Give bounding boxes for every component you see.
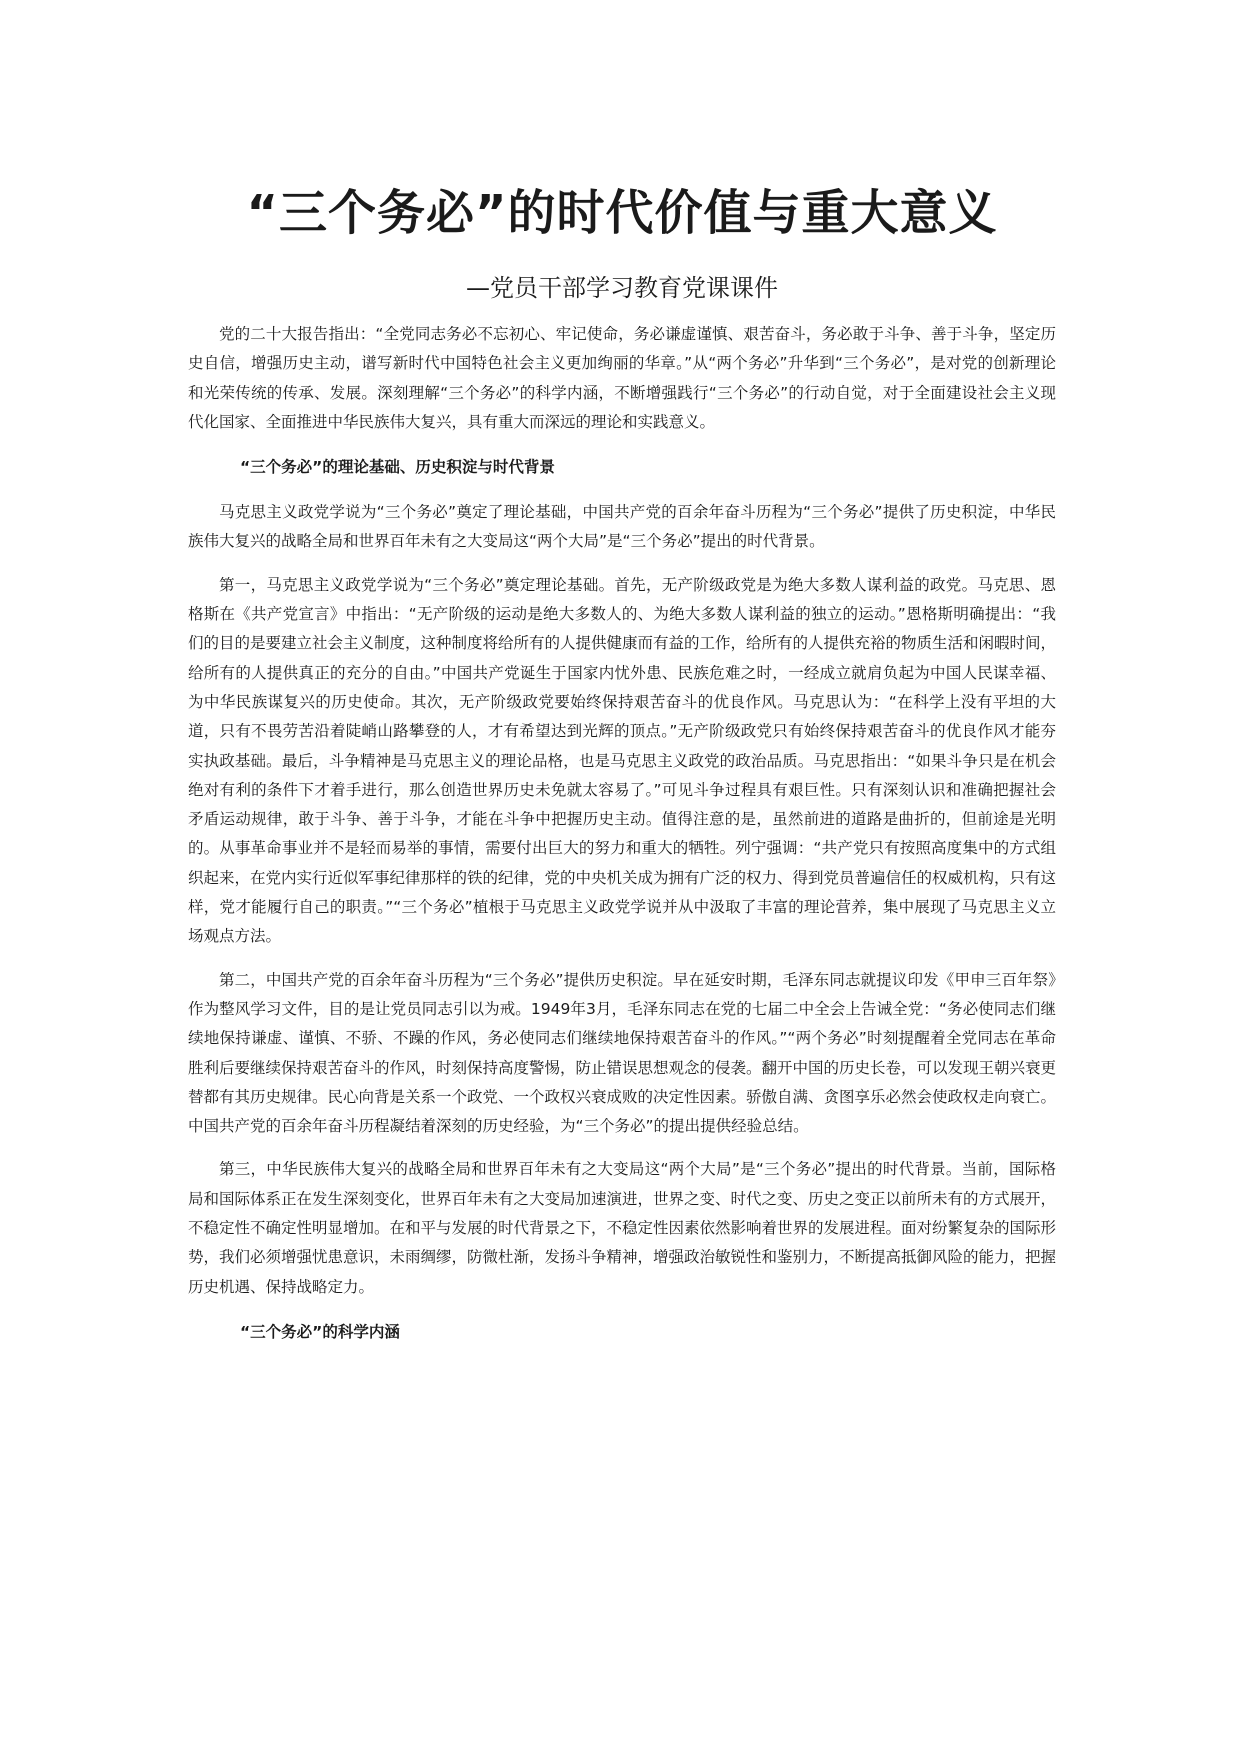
section-heading-connotation: “三个务必”的科学内涵 bbox=[240, 1322, 400, 1341]
document-page bbox=[188, 176, 1056, 1363]
section-heading-foundation: “三个务必”的理论基础、历史积淀与时代背景 bbox=[240, 458, 555, 477]
document-subtitle: —党员干部学习教育党课课件 bbox=[466, 274, 778, 302]
section1-paragraph-second: 第二，中国共产党的百余年奋斗历程为“三个务必”提供历史积淀。早在延安时期，毛泽东同志就提议印发《甲申三百年祭》作为整风学习文件，目的是让党员同志引以为戒。1949年3月，毛泽东同志在党的七届二中全会上告诫全党：“务必使同志们继续地保持谦虚、谨慎、不骄、不躁的作风，务必使同志们继续地保持艰苦奋斗的作风。”“两个务必”时刻提醒着全党同志在革命胜利后要继续保持艰苦奋斗的作风，时刻保持高度警惕，防止错误思想观念的侵袭。翻开中国的历史长卷，可以发现王朝兴衰更替都有其历史规律。民心向背是关系一个政党、一个政权兴衰成败的决定性因素。骄傲自满、贪图享乐必然会使政权走向衰亡。中国共产党的百余年奋斗历程凝结着深刻的历史经验，为“三个务必”的提出提供经验总结。 bbox=[188, 970, 1057, 1136]
intro-paragraph: 党的二十大报告指出：“全党同志务必不忘初心、牢记使命，务必谦虚谨慎、艰苦奋斗，务必敢于斗争、善于斗争，坚定历史自信，增强历史主动，谱写新时代中国特色社会主义更加绚丽的华章。”从“两个务必”升华到“三个务必”，是对党的创新理论和光荣传统的传承、发展。深刻理解“三个务必”的科学内涵，不断增强践行“三个务必”的行动自觉，对于全面建设社会主义现代化国家、全面推进中华民族伟大复兴，具有重大而深远的理论和实践意义。 bbox=[188, 325, 1056, 431]
document-title: “三个务必”的时代价值与重大意义 bbox=[246, 185, 998, 241]
section1-paragraph-first: 第一，马克思主义政党学说为“三个务必”奠定理论基础。首先，无产阶级政党是为绝大多数人谋利益的政党。马克思、恩格斯在《共产党宣言》中指出：“无产阶级的运动是绝大多数人的、为绝大多数人谋利益的独立的运动。”恩格斯明确提出：“我们的目的是要建立社会主义制度，这种制度将给所有的人提供健康而有益的工作，给所有的人提供充裕的物质生活和闲暇时间，给所有的人提供真正的充分的自由。”中国共产党诞生于国家内忧外患、民族危难之时，一经成立就肩负起为中国人民谋幸福、为中华民族谋复兴的历史使命。其次，无产阶级政党要始终保持艰苦奋斗的优良作风。马克思认为：“在科学上没有平坦的大道，只有不畏劳苦沿着陡峭山路攀登的人，才有希望达到光辉的顶点。”无产阶级政党只有始终保持艰苦奋斗的优良作风才能夯实执政基础。最后，斗争精神是马克思主义的理论品格，也是马克思主义政党的政治品质。马克思指出：“如果斗争只是在机会绝对有利的条件下才着手进行，那么创造世界历史未免就太容易了。”可见斗争过程具有艰巨性。只有深刻认识和准确把握社会矛盾运动规律，敢于斗争、善于斗争，才能在斗争中把握历史主动。值得注意的是，虽然前进的道路是曲折的，但前途是光明的。从事革命事业并不是轻而易举的事情，需要付出巨大的努力和重大的牺牲。列宁强调：“共产党只有按照高度集中的方式组织起来，在党内实行近似军事纪律那样的铁的纪律，党的中央机关成为拥有广泛的权力、得到党员普遍信任的权威机构，只有这样，党才能履行自己的职责。”“三个务必”植根于马克思主义政党学说并从中汲取了丰富的理论营养，集中展现了马克思主义立场观点方法。 bbox=[188, 575, 1057, 946]
section1-intro-paragraph: 马克思主义政党学说为“三个务必”奠定了理论基础，中国共产党的百余年奋斗历程为“三个务必”提供了历史积淀，中华民族伟大复兴的战略全局和世界百年未有之大变局这“两个大局”是“三个务必”提出的时代背景。 bbox=[188, 503, 1056, 551]
section1-paragraph-third: 第三，中华民族伟大复兴的战略全局和世界百年未有之大变局这“两个大局”是“三个务必”提出的时代背景。当前，国际格局和国际体系正在发生深刻变化，世界百年未有之大变局加速演进，世界之变、时代之变、历史之变正以前所未有的方式展开，不稳定性不确定性明显增加。在和平与发展的时代背景之下，不稳定性因素依然影响着世界的发展进程。面对纷繁复杂的国际形势，我们必须增强忧患意识，未雨绸缪，防微杜渐，发扬斗争精神，增强政治敏锐性和鉴别力，不断提高抵御风险的能力，把握历史机遇、保持战略定力。 bbox=[188, 1160, 1057, 1296]
